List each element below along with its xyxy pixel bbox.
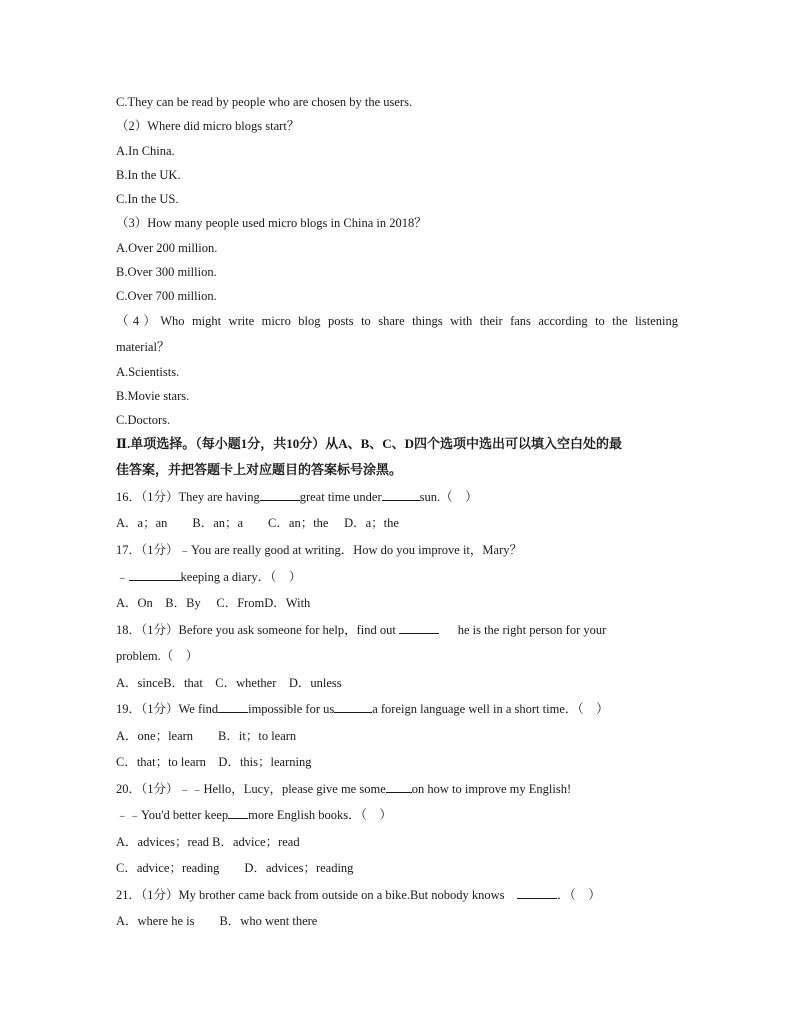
question-18: [116, 622, 678, 638]
question-4-line-2: material？: [116, 340, 170, 354]
answer-blank: [334, 701, 372, 713]
answer-blank: [260, 489, 300, 501]
option-4a: A.Scientists.: [116, 365, 180, 379]
question-18-line-2: problem.（ ）: [116, 649, 199, 663]
question-18-options: A．sinceB．that C．whether D．unless: [116, 676, 342, 690]
question-17-options: A．On B．By C．FromD．With: [116, 596, 311, 610]
question-20-line-2-part-1: ﹣﹣You'd better keep: [116, 808, 229, 822]
question-18-part-1: 18．（1分）Before you ask someone for help，find out: [116, 623, 396, 637]
option-1c: C.They can be read by people who are chosen by the users.: [116, 95, 413, 109]
question-17-line-2: [116, 569, 678, 585]
answer-blank: [386, 781, 412, 793]
question-21-part-2: ．（ ）: [556, 888, 601, 902]
question-21: [116, 887, 678, 903]
answer-blank: [129, 569, 181, 581]
answer-blank: [228, 807, 248, 819]
option-4b: B.Movie stars.: [116, 389, 190, 403]
question-21-options: A．where he is B．who went there: [116, 914, 318, 928]
option-2c: C.In the US.: [116, 192, 179, 206]
question-20-line-2-part-2: more English books．（ ）: [248, 808, 392, 822]
question-20-part-2: on how to improve my English!: [411, 782, 572, 796]
question-17-dash: ﹣: [116, 570, 129, 584]
question-20-line-2: [116, 807, 678, 823]
question-16: [116, 489, 678, 505]
question-20: [116, 781, 678, 797]
option-3a: A.Over 200 million.: [116, 241, 218, 255]
question-20-options-1: A．advices；read B．advice；read: [116, 835, 300, 849]
question-16-part-3: sun.（ ）: [419, 490, 478, 504]
question-19-part-2: impossible for us: [248, 702, 335, 716]
answer-blank: [399, 622, 439, 634]
option-3b: B.Over 300 million.: [116, 265, 217, 279]
question-19-part-3: a foreign language well in a short time．（ ）: [372, 702, 609, 716]
question-16-options: A．a；an B．an；a C．an；the D．a；the: [116, 516, 399, 530]
question-16-part-2: great time under: [299, 490, 382, 504]
option-2b: B.In the UK.: [116, 168, 181, 182]
question-21-part-1: 21．（1分）My brother came back from outside on a bike.But nobody knows: [116, 888, 505, 902]
question-4-line-1: （4）Who might write micro blog posts to share things with their fans according to the listening: [116, 314, 678, 328]
question-17: 17．（1分）﹣You are really good at writing．How do you improve it，Mary？: [116, 543, 522, 557]
question-19: [116, 701, 678, 717]
question-3: （3）How many people used micro blogs in China in 2018？: [116, 216, 427, 230]
question-16-part-1: 16．（1分）They are having: [116, 490, 260, 504]
question-19-options-2: C．that；to learn D．this；learning: [116, 755, 312, 769]
question-20-part-1: 20．（1分）﹣﹣Hello，Lucy，please give me some: [116, 782, 386, 796]
option-4c: C.Doctors.: [116, 413, 171, 427]
option-2a: A.In China.: [116, 144, 175, 158]
question-19-part-1: 19．（1分）We find: [116, 702, 219, 716]
question-19-options-1: A．one；learn B．it；to learn: [116, 729, 297, 743]
question-2: （2）Where did micro blogs start？: [116, 119, 300, 133]
section-heading-line-1: Ⅱ.单项选择。（每小题1分，共10分）从A、B、C、D四个选项中选出可以填入空白处的最: [116, 436, 623, 451]
section-heading-line-2: 佳答案，并把答题卡上对应题目的答案标号涂黑。: [116, 462, 403, 477]
question-18-part-2: he is the right person for your: [457, 623, 607, 637]
answer-blank: [382, 489, 420, 501]
option-3c: C.Over 700 million.: [116, 289, 217, 303]
question-17-part-2: keeping a diary．（ ）: [180, 570, 302, 584]
answer-blank: [517, 887, 557, 899]
answer-blank: [218, 701, 248, 713]
question-20-options-2: C．advice；reading D．advices；reading: [116, 861, 354, 875]
